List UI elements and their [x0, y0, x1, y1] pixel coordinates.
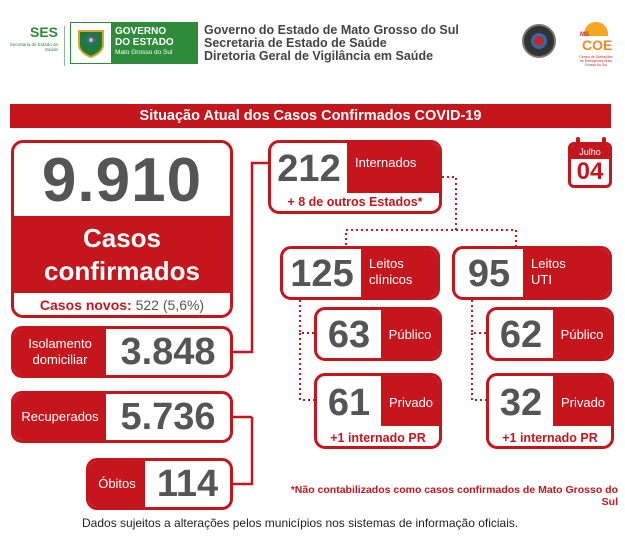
icu-beds-card: [452, 246, 612, 300]
state-flag-icon: [71, 23, 111, 63]
confirmed-label-line2: confirmados: [43, 256, 201, 286]
gov-line1: GOVERNO: [115, 26, 167, 37]
ses-title: SES: [29, 24, 58, 40]
icu-public-label: Público: [553, 310, 611, 358]
clinical-private-label: Privado: [381, 376, 441, 426]
coe-word: COE: [582, 37, 613, 53]
header-line-1: Governo do Estado de Mato Grosso do Sul: [204, 23, 459, 37]
clinical-beds-label-line2: clínicos: [369, 272, 413, 287]
clinical-beds-label: [361, 249, 437, 297]
gov-line2: DO ESTADO: [115, 37, 174, 48]
confirmed-total: 9.910: [41, 146, 203, 215]
clinical-public-card: [314, 307, 442, 361]
hospitalized-label: Internados: [347, 143, 439, 193]
page-title: Situação Atual dos Casos Confirmados COVID-19: [10, 104, 611, 128]
recovered-card: [11, 391, 233, 443]
icu-beds-label: [523, 249, 609, 297]
new-cases-value: 522 (5,6%): [135, 297, 205, 313]
coe-subtitle: Centro de Operações de Emergência Mato Grosso do Sul: [579, 55, 613, 67]
government-logo: [70, 22, 198, 64]
hospitalized-other-states: + 8 de outros Estados*: [287, 195, 423, 209]
header-text: [204, 24, 459, 63]
gov-line3: Mato Grosso do Sul: [115, 49, 173, 56]
deaths-card: [86, 458, 233, 510]
icu-private-value: 32: [499, 382, 543, 424]
clinical-private-value: 61: [327, 382, 371, 424]
header-line-2: Secretaria de Estado de Saúde: [204, 36, 387, 50]
icu-beds-label-line2: UTI: [531, 272, 552, 287]
icu-public-card: [486, 307, 614, 361]
icu-private-card: [486, 373, 614, 449]
home-isolation-label-line2: domiciliar: [32, 352, 88, 367]
government-logo-text: [111, 23, 197, 63]
clinical-public-value: 63: [327, 314, 371, 356]
home-isolation-label-line1: Isolamento: [28, 336, 92, 351]
footnote: *Não contabilizados como casos confirmados de Mato Grosso do Sul: [290, 484, 618, 508]
icu-private-label: Privado: [553, 376, 613, 426]
clinical-beds-card: [280, 246, 440, 300]
calendar-day: 04: [576, 158, 604, 185]
hospitalized-card: [268, 140, 442, 214]
home-isolation-card: [11, 326, 233, 378]
home-isolation-value: 3.848: [120, 330, 216, 373]
header-line-3: Diretoria Geral de Vigilância em Saúde: [204, 49, 434, 63]
clinical-private-card: [314, 373, 442, 449]
new-cases: [14, 294, 230, 316]
coe-logo: [578, 20, 614, 68]
confirmed-label: [14, 216, 230, 293]
recovered-label: Recuperados: [14, 394, 106, 440]
icu-beds-value: 95: [467, 253, 511, 295]
ses-subtitle: Secretaria de Estado de Saúde: [9, 42, 58, 52]
calendar-month: Julho: [571, 145, 609, 159]
calendar-icon: [568, 142, 612, 188]
icu-beds-label-line1: Leitos: [531, 256, 566, 271]
clinical-beds-label-line1: Leitos: [369, 256, 404, 271]
data-disclaimer: Dados sujeitos a alterações pelos municípios nos sistemas de informação oficiais.: [82, 516, 519, 530]
clinical-public-label: Público: [381, 310, 439, 358]
vigilancia-seal-icon: [522, 24, 556, 58]
coe-ms: MS: [580, 32, 589, 38]
clinical-beds-value: 125: [290, 253, 354, 295]
confirmed-label-line1: Casos: [82, 223, 162, 253]
deaths-label: Óbitos: [89, 461, 145, 507]
home-isolation-label: [14, 329, 106, 375]
confirmed-cases-card: [11, 140, 233, 318]
icu-private-pr-note: +1 internado PR: [502, 431, 598, 445]
recovered-value: 5.736: [120, 395, 216, 438]
hospitalized-value: 212: [277, 148, 341, 190]
new-cases-label: Casos novos:: [39, 297, 132, 313]
clinical-private-pr-note: +1 internado PR: [330, 431, 426, 445]
deaths-value: 114: [156, 462, 219, 505]
ses-logo: [8, 24, 58, 52]
header-divider: [64, 26, 65, 66]
icu-public-value: 62: [499, 314, 543, 356]
